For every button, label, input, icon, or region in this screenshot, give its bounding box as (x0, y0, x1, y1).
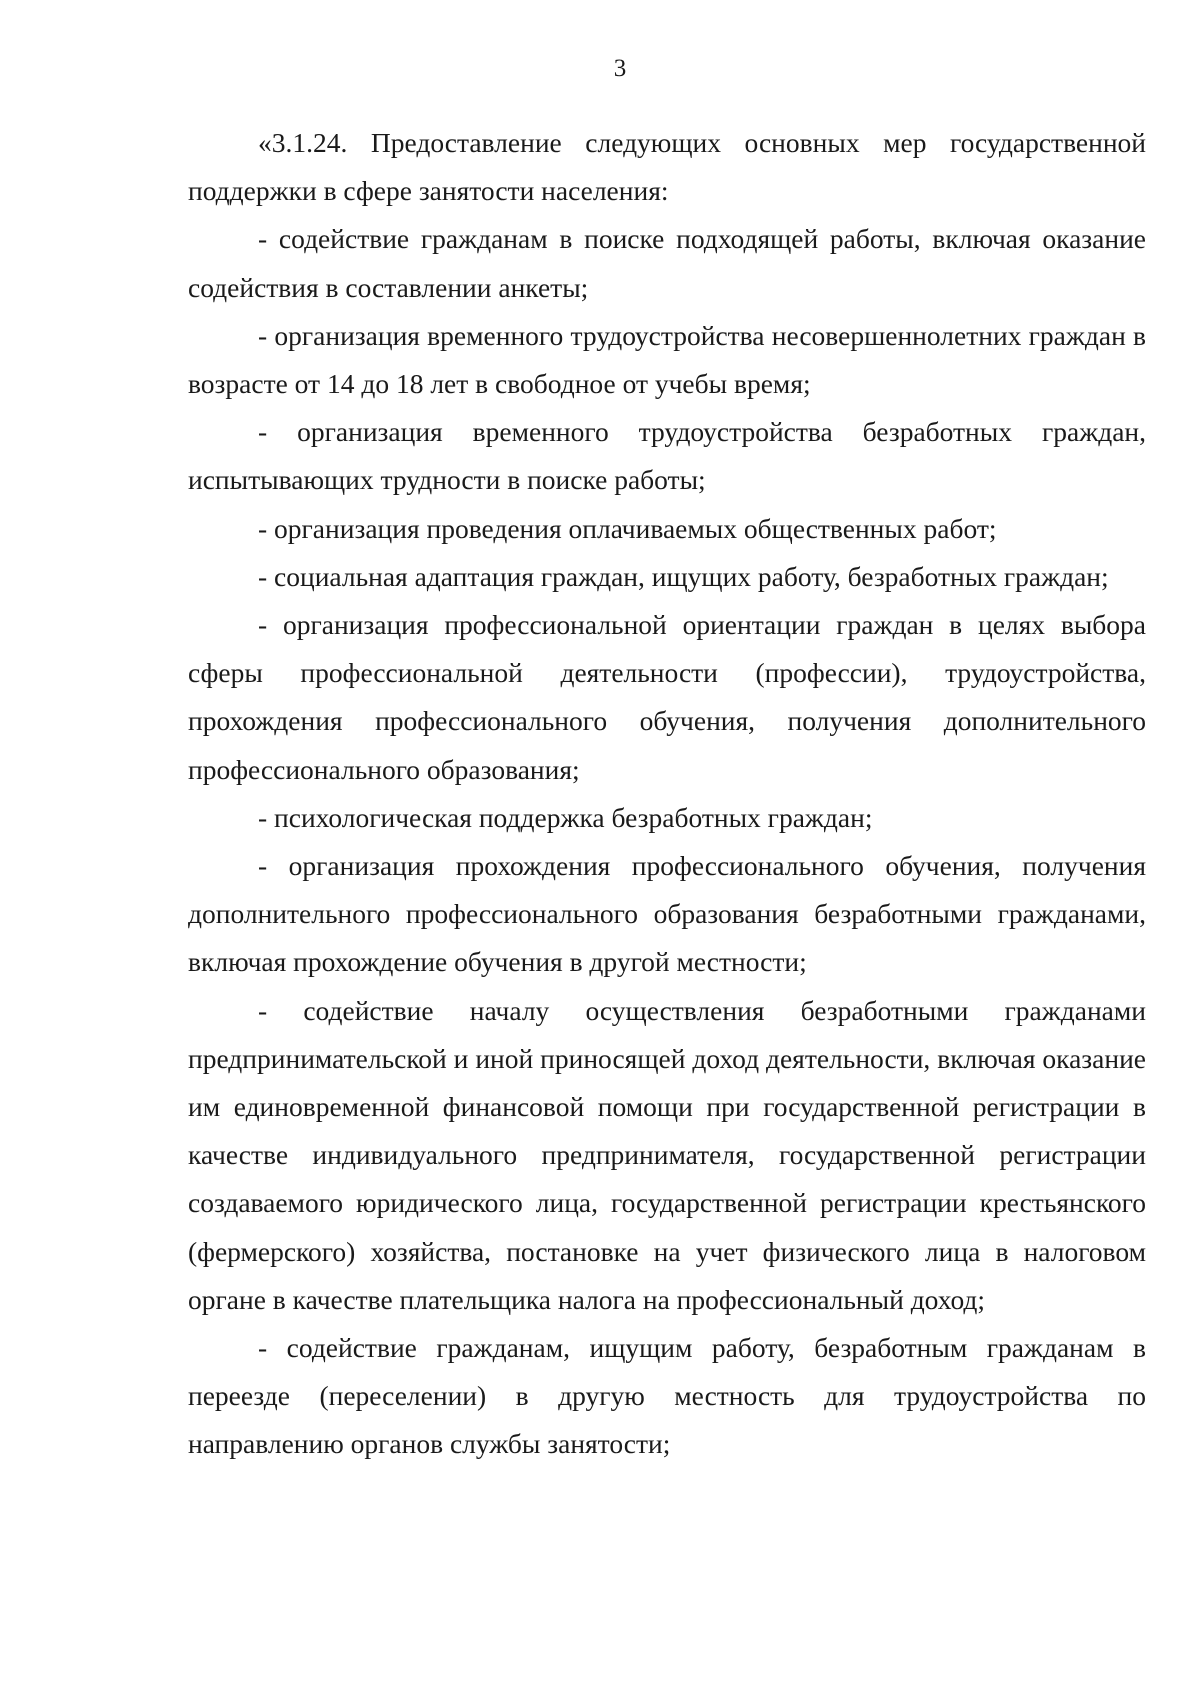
paragraph-item: - организация проведения оплачиваемых общественных работ; (258, 512, 997, 544)
paragraph-item: - содействие гражданам в поиске подходящей работы, включая оказание содействия в составлении анкеты; (188, 223, 1146, 303)
document-body (188, 119, 1146, 1469)
paragraph-item: - организация профессиональной ориентации граждан в целях выбора сферы профессиональной деятельности (профессии), трудоустройства, прохождения профессионального обучения, получения дополнительного профессионального образования; (188, 609, 1146, 785)
paragraph-item: - содействие гражданам, ищущим работу, безработным гражданам в переезде (переселении) в другую местность для трудоустройства по направлению органов службы занятости; (188, 1332, 1146, 1460)
page-number: 3 (613, 55, 627, 82)
paragraph-item: - содействие началу осуществления безработными гражданами предпринимательской и иной приносящей доход деятельности, включая оказание им единовременной финансовой помощи при государственной регистрации в качестве индивидуального предпринимателя, государственной регистрации создаваемого юридического лица, государственной регистрации крестьянского (фермерского) хозяйства, постановке на учет физического лица в налоговом органе в качестве плательщика налога на профессиональный доход; (188, 994, 1146, 1315)
paragraph-item: - психологическая поддержка безработных граждан; (258, 801, 873, 833)
paragraph-item: - организация прохождения профессионального обучения, получения дополнительного профессионального образования безработными гражданами, включая прохождение обучения в другой местности; (188, 850, 1146, 978)
paragraph-item: - организация временного трудоустройства безработных граждан, испытывающих трудности в поиске работы; (188, 416, 1146, 496)
paragraph-item: - социальная адаптация граждан, ищущих работу, безработных граждан; (258, 560, 1109, 592)
paragraph-item: - организация временного трудоустройства несовершеннолетних граждан в возрасте от 14 до 18 лет в свободное от учебы время; (188, 319, 1146, 400)
paragraph-intro: «3.1.24. Предоставление следующих основных мер государственной поддержки в сфере занятости населения: (188, 127, 1146, 207)
